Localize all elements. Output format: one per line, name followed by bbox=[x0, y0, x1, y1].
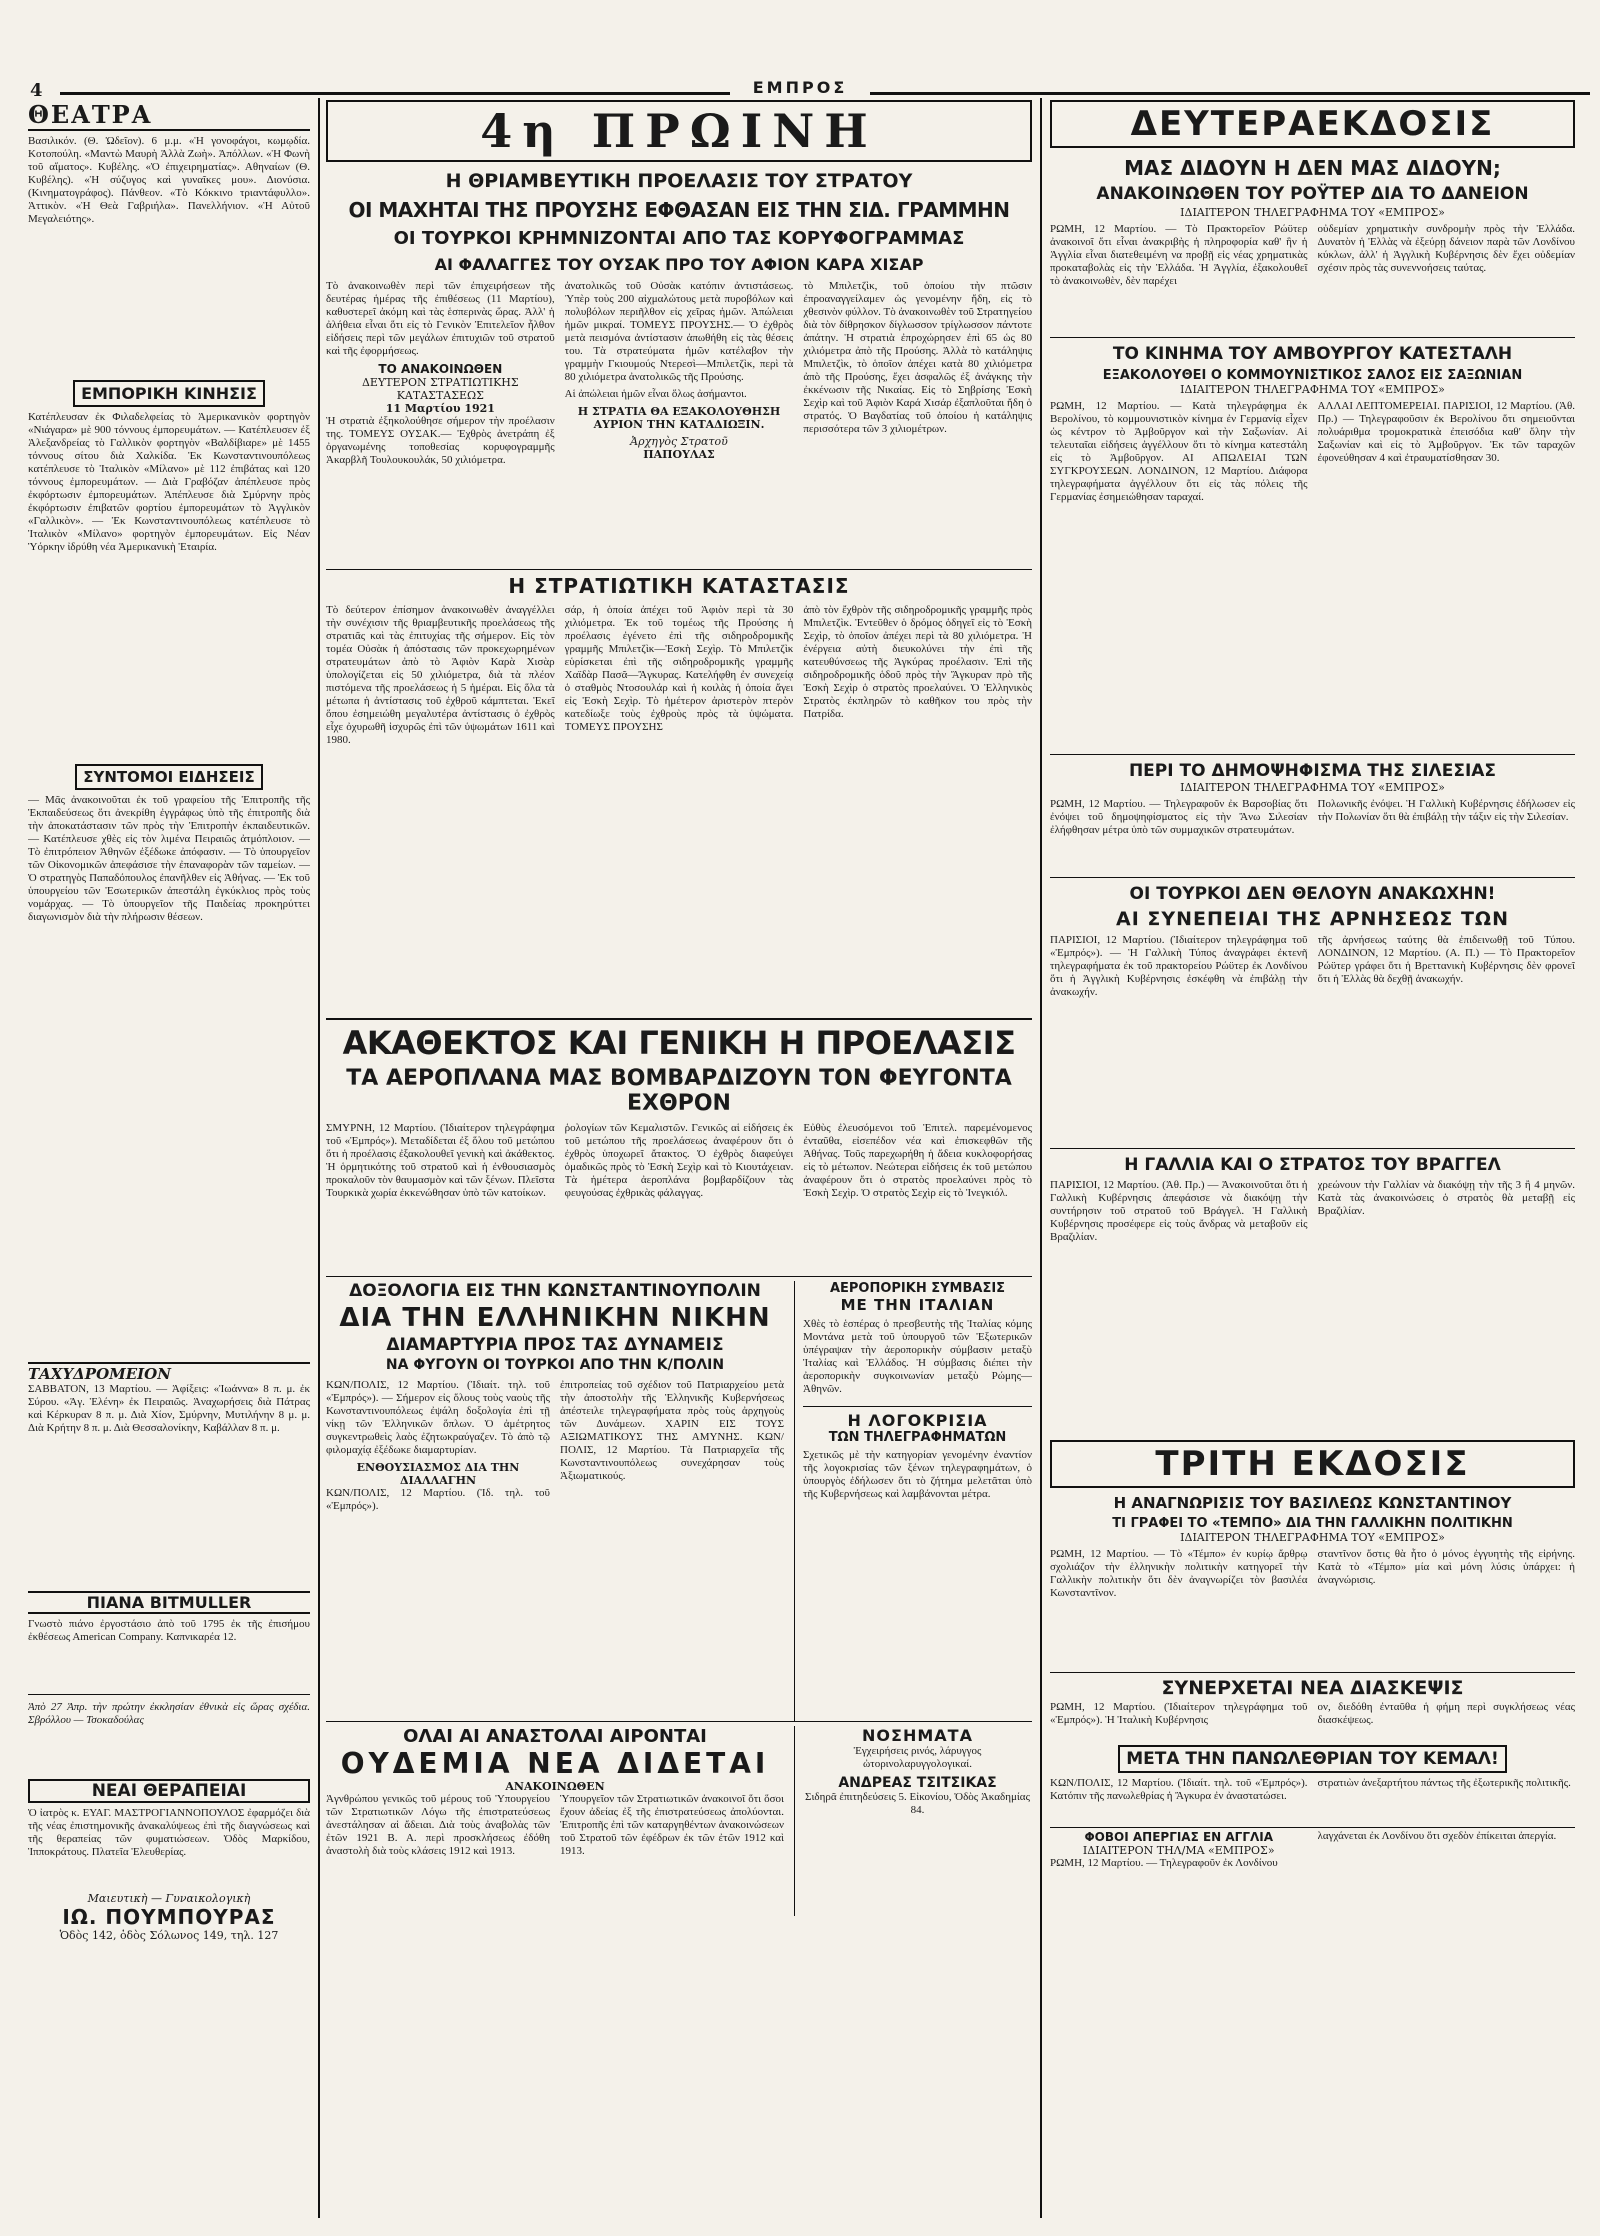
second-edition-title: ΔΕΥΤΕΡΑΕΚΔΟΣΙΣ bbox=[1130, 104, 1495, 144]
aero-headline-1: ΑΕΡΟΠΟΡΙΚΗ ΣΥΜΒΑΣΙΣ bbox=[829, 1281, 1006, 1296]
doctor-subtitle: Μαιευτικὴ — Γυναικολογικὴ bbox=[87, 1892, 251, 1905]
fourth-headline-4: ΑΙ ΦΑΛΑΓΓΕΣ ΤΟΥ ΟΥΣΑΚ ΠΡΟ ΤΟΥ ΑΦΙΟΝ ΚΑΡΑ ΧΙΣΑΡ bbox=[434, 255, 924, 274]
fourth-edition-title: 4η ΠΡΩΙΝΗ bbox=[480, 104, 878, 158]
third-headline-1: Η ΑΝΑΓΝΩΡΙΣΙΣ ΤΟΥ ΒΑΣΙΛΕΩΣ ΚΩΝΣΤΑΝΤΙΝΟΥ bbox=[1113, 1494, 1512, 1512]
piano-title: ΠΙΑΝΑ BITMULLER bbox=[86, 1593, 252, 1612]
advance-col1: ΣΜΥΡΝΗ, 12 Μαρτίου. (Ἰδιαίτερον τηλεγράφημα τοῦ «Ἐμπρός»). Μεταδίδεται ἐξ ὅλου τοῦ μετώπου ὅτι ἡ προέλασις ἐξακολουθεῖ γενικὴ καὶ ἀκάθεκτος. Ἡ ὁρμητικότης τοῦ στρατοῦ καὶ ἡ ἐνθουσιασμὸς προκαλοῦν τὸν θαυμασμὸν καὶ τῶν ξένων. Πλεῖστα Τουρκικὰ χωρία ἐκκενώθησαν ὑπὸ τῶν κατοίκων. bbox=[326, 1122, 555, 1199]
left-column bbox=[28, 100, 310, 2210]
commerce-title: ΕΜΠΟΡΙΚΗ ΚΙΝΗΣΙΣ bbox=[73, 380, 265, 407]
announcement-text: Ἡ στρατιὰ ἐξηκολούθησε σήμερον τὴν προέλασιν της. ΤΟΜΕΥΣ ΟΥΣΑΚ.— Ἐχθρὸς ἀνετράπη ἐξ ὀργανωμένης τοποθεσίας κορυφογραμμῆς Ἀκαρβλῆ Τουλουκουλάκ, 50 χιλιόμετρα. bbox=[326, 415, 555, 466]
censorship-text: Σχετικῶς μὲ τὴν κατηγορίαν γενομένην ἐναντίον τῆς λογοκρισίας τῶν ξένων τηλεγραφημάτων, ὁ ὑπουργὸς ἐδήλωσεν ὅτι τὸ ζήτημα μελετᾶται ὑπὸ τῆς Κυβερνήσεως καὶ λαμβάνονται μέτρα. bbox=[803, 1449, 1032, 1500]
third-headline-2: ΤΙ ΓΡΑΦΕΙ ΤΟ «ΤΕΜΠΟ» ΔΙΑ ΤΗΝ ΓΑΛΛΙΚΗΝ ΠΟΛΙΤΙΚΗΝ bbox=[1112, 1516, 1513, 1531]
middle-section bbox=[326, 100, 1032, 2210]
third-edition-title: ΤΡΙΤΗ ΕΚΔΟΣΙΣ bbox=[1155, 1444, 1470, 1484]
second-col1: ΡΩΜΗ, 12 Μαρτίου. — Τὸ Πρακτορεῖον Ρώϋτερ ἀνακοινοῖ ὅτι εἶναι ἀνακριβὴς ἡ πληροφορία καθ' ἣν ἡ Ἀγγλία εἶναι διατεθειμένη να προβῇ εἰς νέας χρηματικὰς προκαταβολὰς εἰς τὴν Ἑλλάδα. Ἡ Ἀγγλία, ἐξακολουθεῖ τὸ ἀνακοινωθὲν, δὲν παρέχει bbox=[1050, 223, 1308, 287]
right-section bbox=[1050, 100, 1575, 2210]
wrangel-headline: Η ΓΑΛΛΙΑ ΚΑΙ Ο ΣΤΡΑΤΟΣ ΤΟΥ ΒΡΑΓΓΕΛ bbox=[1124, 1155, 1501, 1175]
constantinople-headline-1: ΔΟΞΟΛΟΓΙΑ ΕΙΣ ΤΗΝ ΚΩΝΣΤΑΝΤΙΝΟΥΠΟΛΙΝ bbox=[349, 1281, 761, 1301]
strikes-col1: Ἀγνθρώπου γενικῶς τοῦ μέρους τοῦ Ὑπουργείου τῶν Στρατιωτικῶν Λόγω τῆς ἐπιστρατεύσεως ἀνεστάλησαν αἱ ἄδειαι. Διὰ τοὺς ἀναβολὰς τῶν ἐτῶν 1921 Β. Α. περὶ προσκλήσεως ἐδόθη ἀναστολὴ διὰ τοὺς κλάσεις 1912 καὶ 1913. bbox=[326, 1793, 550, 1857]
turks-headline-2: ΑΙ ΣΥΝΕΠΕΙΑΙ ΤΗΣ ΑΡΝΗΣΕΩΣ ΤΩΝ bbox=[1116, 908, 1509, 930]
third-telegram: ΙΔΙΑΙΤΕΡΟΝ ΤΗΛΕΓΡΑΦΗΜΑ ΤΟΥ «ΕΜΠΡΟΣ» bbox=[1180, 1531, 1445, 1544]
masthead-name: ΕΜΠΡΟΣ bbox=[730, 78, 870, 97]
post-text: ΣΑΒΒΑΤΟΝ, 13 Μαρτίου. — Ἀφίξεις: «Ἰωάννα» 8 π. μ. ἐκ Σύρου. «Ἀγ. Ἑλένη» ἐκ Πειραιῶς. Ἀναχωρήσεις διὰ Πάτρας καὶ Κέρκυραν 8 π. μ. Διὰ Χίον, Σμύρνην, Μυτιλήνην 8 μ. μ. Διὰ Κρήτην 8 π. μ. Διὰ Θεσσαλονίκην, Καβάλλαν 8 π. μ. bbox=[28, 1383, 310, 1434]
illness-doctor: ΑΝΔΡΕΑΣ ΤΣΙΤΣΙΚΑΣ bbox=[838, 1775, 997, 1791]
kemal-headline: ΜΕΤΑ ΤΗΝ ΠΑΝΩΛΕΘΡΙΑΝ ΤΟΥ ΚΕΜΑΛ! bbox=[1118, 1745, 1507, 1773]
aero-headline-2: ΜΕ ΤΗΝ ΙΤΑΛΙΑΝ bbox=[840, 1296, 995, 1314]
illness-title: ΝΟΣΗΜΑΤΑ bbox=[862, 1726, 973, 1745]
kemal-col2: στρατιὼν ἀνεξαρτήτου πάντως τῆς ἐξωτερικῆς πολιτικῆς. bbox=[1317, 1777, 1571, 1789]
fears-col1: ΡΩΜΗ, 12 Μαρτίου. — Τηλεγραφοῦν ἐκ Λονδίνου bbox=[1050, 1857, 1278, 1869]
advance-col3: Εὐθὺς ἐλευσόμενοι τοῦ Ἐπιτελ. παρεμένομενος ἐνταῦθα, εἰσεπέδον νέα καὶ ἐπισκεφθῶν τῆς Ἀθήνας. Τοῦς παρεχωρήθη ἡ ἄδεια κυκλοφορήσας εἰς τὸ μέτωπον. Νεώτεραι εἰδήσεις ἐκ τοῦ μετώπου ἀναφέρουν ὅτι ὁ στρατὸς προελαύνει πρὸς τὸ Ἐσκὴ Σεχὶρ. Ὁ στρατὸς Σεχὶρ εἰς τὸ Ἰνεγκιόλ. bbox=[803, 1122, 1032, 1199]
hamburg-col1: ΡΩΜΗ, 12 Μαρτίου. — Κατὰ τηλεγράφημα ἐκ Βερολίνου, τὸ κομμουνιστικὸν κίνημα ἐν Γερμανίᾳ εἶχεν ὡς κέντρον τὸ Ἀμβοῦργον καὶ τὴν Σαξωνίαν. Αἱ τελευταῖαι εἰδήσεις ἀγγέλλουν ὅτι τὸ κίνημα κατεστάλη εἰς τὸ Ἀμβοῦργον. ΑΙ ΑΠΩΛΕΙΑΙ ΤΩΝ ΣΥΓΚΡΟΥΣΕΩΝ. ΛΟΝΔΙΝΟΝ, 12 Μαρτίου. Διάφορα τηλεγραφήματα ἀγγέλλουν ὅτι εἰς τὰς πόλεις τῆς Γερμανίας ἐσημειώθησαν ταραχαί. bbox=[1050, 400, 1308, 503]
fears-telegram: ΙΔΙΑΙΤΕΡΟΝ ΤΗΛ/ΜΑ «ΕΜΠΡΟΣ» bbox=[1082, 1844, 1275, 1857]
military-title: Η ΣΤΡΑΤΙΩΤΙΚΗ ΚΑΤΑΣΤΑΣΙΣ bbox=[508, 574, 850, 598]
silesia-col2: Πολωνικῆς ἐνόψει. Ἡ Γαλλικὴ Κυβέρνησις ἐδήλωσεν εἰς τὴν Πολωνίαν ὅτι θὰ ἐπιβάλῃ τὴν τάξιν εἰς τὴν Σιλεσίαν. bbox=[1317, 798, 1575, 823]
fourth-col2-text: ἀνατολικῶς τοῦ Οὐσὰκ κατόπιν ἀντιστάσεως. Ὑπὲρ τοὺς 200 αἰχμαλώτους μετὰ πυροβόλων καὶ πολυβόλων περιῆλθον εἰς χεῖρας ἡμῶν. Ἀπώλειαι ἡμῶν μικραί. ΤΟΜΕΥΣ ΠΡΟΥΣΗΣ.— Ὁ ἐχθρὸς μετὰ πεισμόνα ἀντίστασιν ἀπωθήθη εἰς τὰς θέσεις του. Τὰ στρατεύματα ἡμῶν κατέλαβον τὴν γραμμὴν Γκιουμούς Ντερεσὶ—Μπιλετζὶκ, περὶ τὰ 80 χιλιόμετρα ἀνατολικῶς τῆς Προύσης. bbox=[564, 280, 794, 383]
second-headline-1: ΜΑΣ ΔΙΔΟΥΝ Η ΔΕΝ ΜΑΣ ΔΙΔΟΥΝ; bbox=[1124, 156, 1501, 180]
kemal-col1: ΚΩΝ/ΠΟΛΙΣ, 12 Μαρτίου. (Ἰδιαίτ. τηλ. τοῦ «Ἐμπρός»). Κατόπιν τῆς πανωλεθρίας ἡ Ἄγκυρα ἐν ἀναστατώσει. bbox=[1050, 1777, 1308, 1802]
wrangel-col1: ΠΑΡΙΣΙΟΙ, 12 Μαρτίου. (Ἀθ. Πρ.) — Ἀνακοινοῦται ὅτι ἡ Γαλλικὴ Κυβέρνησις ἀπεφάσισε νὰ διακόψῃ τὴν συντήρησιν τοῦ στρατοῦ τοῦ Βράγγελ. Ἡ Γαλλικὴ Κυβέρνησις προσέφερε εἰς τοὺς ἄνδρας νὰ μεταβοῦν εἰς Βραζιλίαν. bbox=[1050, 1179, 1308, 1243]
illness-address: Σιδηρᾶ ἐπιτηδεύσεις 5. Εἰκονίου, Ὁδὸς Ἀκαδημίας 84. bbox=[805, 1791, 1030, 1816]
conference-col2: ον, διεδόθη ἐνταῦθα ἡ φήμη περὶ συγκλήσεως νέας διασκέψεως. bbox=[1317, 1701, 1575, 1726]
turks-col2: τῆς ἀρνήσεως ταύτης θὰ ἐπιδεινωθῇ τοῦ Τύπου. ΛΟΝΔΙΝΟΝ, 12 Μαρτίου. (Α. Π.) — Τὸ Πρακτορεῖον Ρώϋτερ γράφει ὅτι ἡ Βρεττανικὴ Κυβέρνησις δὲν φρονεῖ ὅτι ἡ Ἑλλὰς θὰ δεχθῇ ἀνακωχήν. bbox=[1317, 934, 1575, 985]
hamburg-telegram: ΙΔΙΑΙΤΕΡΟΝ ΤΗΛΕΓΡΑΦΗΜΑ ΤΟΥ «ΕΜΠΡΟΣ» bbox=[1180, 383, 1445, 396]
news-title: ΣΥΝΤΟΜΟΙ ΕΙΔΗΣΕΙΣ bbox=[75, 764, 262, 790]
advance-col2: ῥολογίων τῶν Κεμαλιστῶν. Γενικῶς αἱ εἰδήσεις ἐκ τοῦ μετώπου τῆς προελάσεως ἀναφέρουν ὅτι ὁ ἐχθρὸς ὑποχωρεῖ ἄτακτος. Ὁ ἐχθρὸς διαφεύγει ὁμαδικῶς πρὸς τὸ Ἐσκὴ Σεχὶρ καὶ τὸ Κιουτάχειαν. Τὰ ἡμέτερα ἀεροπλάνα βομβαρδίζουν τὰς φευγούσας ἐχθρικὰς φάλαγγας. bbox=[564, 1122, 794, 1199]
conference-headline: ΣΥΝΕΡΧΕΤΑΙ ΝΕΑ ΔΙΑΣΚΕΨΙΣ bbox=[1161, 1677, 1464, 1699]
wrangel-col2: χρεώνουν τὴν Γαλλίαν νὰ διακόψῃ τὴν τῆς 3 ἢ 4 μηνῶν. Κατὰ τὰς ἀνακοινώσεις ὁ στρατὸς θὰ μεταβῇ εἰς Βραζιλίαν. bbox=[1317, 1179, 1575, 1217]
announcement-date: 11 Μαρτίου 1921 bbox=[385, 402, 495, 415]
ad-text: Ἀπὸ 27 Ἀπρ. τὴν πρώτην ἐκκλησίαν ἐθνικὰ εἰς ὥρας σχέδια. Σβρόλλου — Τσοκαδούλας bbox=[28, 1694, 310, 1771]
strikes-col2: Ὑπουργεῖον τῶν Στρατιωτικῶν ἀνακοινοῖ ὅτι ὅσοι ἔχουν ἀδείας ἐξ τῆς ἐπιστρατεύσεως ἀπολύονται. Ἐπιτροπῆς ἐπὶ τῶν καταργηθέντων ἀνακοινώσεων τοῦ Στρατοῦ τῶν ἐφέδρων ἐκ τῶν ἐτῶν 1912 καὶ 1913. bbox=[560, 1793, 784, 1857]
hamburg-col2: ΑΛΛΑΙ ΛΕΠΤΟΜΕΡΕΙΑΙ. ΠΑΡΙΣΙΟΙ, 12 Μαρτίου. (Ἀθ. Πρ.) — Τηλεγραφοῦσιν ἐκ Βερολίνου ὅτι σημειοῦνται πολυάριθμα τρομοκρατικὰ ἐπεισόδια καθ' ὅλην τὴν Σαξωνίαν καὶ εἰς τὸ Ἀμβοῦργον. Ἐκ τῶν ταραχῶν ἐφονεύθησαν 4 καὶ ἐτραυματίσθησαν 30. bbox=[1317, 400, 1575, 464]
signature-title: Ἀρχηγὸς Στρατοῦ bbox=[630, 435, 728, 448]
fourth-col2b-text: Αἱ ἀπώλειαι ἡμῶν εἶναι ὅλως ἀσήμαντοι. bbox=[564, 388, 747, 400]
constantinople-col2: ἐπιτροπείας τοῦ σχέδιον τοῦ Πατριαρχείου μετὰ τὴν ἀποστολὴν τῆς Ἑλληνικῆς Κυβερνήσεως ἀπέστειλε τηλεγραφήματα πρὸς τοὺς ἀρχηγοὺς τῶν Δυνάμεων. ΧΑΡΙΝ ΕΙΣ ΤΟΥΣ ΑΞΙΩΜΑΤΙΚΟΥΣ ΤΗΣ ΑΜΥΝΗΣ. ΚΩΝ/ΠΟΛΙΣ, 12 Μαρτίου. Τὰ Πατριαρχεῖα τῆς Κωνσταντινουπόλεως συνεχάρησαν τοὺς Ἀξιωματικούς. bbox=[560, 1379, 784, 1482]
second-headline-2: ΑΝΑΚΟΙΝΩΘΕΝ ΤΟΥ ΡΟΫΤΕΡ ΔΙΑ ΤΟ ΔΑΝΕΙΟΝ bbox=[1096, 184, 1529, 204]
fourth-headline-3: ΟΙ ΤΟΥΡΚΟΙ ΚΡΗΜΝΙΖΟΝΤΑΙ ΑΠΟ ΤΑΣ ΚΟΡΥΦΟΓΡΑΜΜΑΣ bbox=[393, 228, 965, 249]
military-col2: σάρ, ἡ ὁποία ἀπέχει τοῦ Ἀφιὸν περὶ τὰ 30 χιλιόμετρα. Ἐκ τοῦ τομέως τῆς Προύσης ἡ προέλασις ἐγένετο ἐπὶ τῆς σιδηροδρομικῆς γραμμῆς Μπιλετζὶκ—Ἐσκὴ Σεχὶρ. Τὸ Μπιλετζὶκ εὑρίσκεται ἐπὶ τῆς σιδηροδρομικῆς γραμμῆς Χαϊδὰρ Πασᾶ—Ἄγκυρας. Κατελήφθη ἐν συνεχείᾳ ὁ σταθμὸς Ντοσουλάρ καὶ ἡ κοιλὰς ἡ ὁποία ἄγει εἰς Ἐσκὴ Σεχὶρ. Τὸ ἡμέτερον ἀριστερὸν πτερὸν κατεδίωξε τοὺς ἐχθροὺς πρὸς τὰ ὑψώματα. ΤΟΜΕΥΣ ΠΡΟΥΣΗΣ bbox=[564, 604, 794, 733]
censorship-headline-2: ΤΩΝ ΤΗΛΕΓΡΑΦΗΜΑΤΩΝ bbox=[828, 1430, 1007, 1445]
post-title: ΤΑΧΥΔΡΟΜΕΙΟΝ bbox=[28, 1365, 171, 1383]
fourth-col1-text: Τὸ ἀνακοινωθὲν περὶ τῶν ἐπιχειρήσεων τῆς δευτέρας ἡμέρας τῆς ἐπιθέσεως (11 Μαρτίου), καθυστερεῖ ἀκόμη καὶ τὰς ἑσπερινὰς ὥρας. Ἀλλ' ἡ ἀλήθεια εἶναι ὅτι εἰς τὸ Γενικὸν Ἐπιτελεῖον ἦλθον εἰδήσεις περὶ τῶν μεγάλων ἐπιτυχιῶν τοῦ στρατοῦ καὶ τῆς ἐφορμήσεως. bbox=[326, 280, 555, 357]
third-col1: ΡΩΜΗ, 12 Μαρτίου. — Τὸ «Τέμπο» ἐν κυρίῳ ἄρθρῳ σχολιάζον τὴν ἑλληνικὴν πολιτικὴν κατηγορεῖ τὴν Γαλλικὴν πολιτικὴν ὅτι δὲν ἀναγνωρίζει τὸν βασιλέα Κωνσταντῖνον. bbox=[1050, 1548, 1308, 1599]
piano-text: Γνωστὸ πιάνο ἐργοστάσιο ἀπὸ τοῦ 1795 ἐκ τῆς ἐπισήμου ἐκθέσεως Αmerican Company. Καπνικαρέα 12. bbox=[28, 1618, 310, 1643]
third-col2: σταντῖνον ὅστις θὰ ἦτο ὁ μόνος ἐγγυητὴς τῆς εἰρήνης. Κατὰ τὸ «Τέμπο» μία καὶ μόνη λύσις ὑπάρχει: ἡ ἀναγνώρισις. bbox=[1317, 1548, 1575, 1586]
announcement-title: ΤΟ ΑΝΑΚΟΙΝΩΘΕΝ bbox=[378, 362, 503, 376]
strikes-headline-2: ΟΥΔΕΜΙΑ ΝΕΑ ΔΙΔΕΤΑΙ bbox=[340, 1747, 770, 1780]
silesia-headline: ΠΕΡΙ ΤΟ ΔΗΜΟΨΗΦΙΣΜΑ ΤΗΣ ΣΙΛΕΣΙΑΣ bbox=[1128, 761, 1497, 781]
therapies-title: ΝΕΑΙ ΘΕΡΑΠΕΙΑΙ bbox=[91, 1781, 247, 1801]
constantinople-col1b: ΚΩΝ/ΠΟΛΙΣ, 12 Μαρτίου. (Ἰδ. τηλ. τοῦ «Ἐμπρός»). bbox=[326, 1487, 550, 1512]
silesia-col1: ΡΩΜΗ, 12 Μαρτίου. — Τηλεγραφοῦν ἐκ Βαρσοβίας ὅτι ἐνόψει τοῦ δημοψηφίσματος εἰς τὴν Ἄνω Σιλεσίαν ἐλήφθησαν μέτρα ὑπὸ τῶν συμμαχικῶν στρατευμάτων. bbox=[1050, 798, 1308, 836]
hamburg-headline-1: ΤΟ ΚΙΝΗΜΑ ΤΟΥ ΑΜΒΟΥΡΓΟΥ ΚΑΤΕΣΤΑΛΗ bbox=[1112, 344, 1513, 364]
signature-name: ΠΑΠΟΥΛΑΣ bbox=[643, 448, 715, 461]
conference-col1: ΡΩΜΗ, 12 Μαρτίου. (Ἰδιαίτερον τηλεγράφημα τοῦ «Ἐμπρός»). Ἡ Ἰταλικὴ Κυβέρνησις bbox=[1050, 1701, 1308, 1726]
military-col1: Τὸ δεύτερον ἐπίσημον ἀνακοινωθὲν ἀναγγέλλει τὴν συνέχισιν τῆς θριαμβευτικῆς προελάσεως τῆς στρατιᾶς καὶ τὰς ἐπιτυχίας τῆς σήμερον. Εἰς τὸν τομέα Οὐσὰκ ἡ ἀπόστασις τῶν προκεχωρημένων στρατευμάτων ἀπὸ τὸ Ἀφιὸν Καρὰ Χισὰρ ὑπολογίζεται εἰς 50 χιλιόμετρα, διὰ τὰ πλέον πιστόμενα τῆς προελάσεως ἡ 5 ἡμέραι. Εἰς ὅλα τὰ μέτωπα ἡ ἀντίστασις τοῦ ἐχθροῦ κάμπτεται. Ἐκεῖ ὅπου ἐσημειώθη μεγαλυτέρα ἀντίστασις ὁ ἐχθρὸς εἶχε ὀχυρωθῆ ἰσχυρῶς ἐπὶ τῶν ὑψωμάτων 1611 καὶ 1980. bbox=[326, 604, 555, 746]
strikes-subtitle: ΑΝΑΚΟΙΝΩΘΕΝ bbox=[505, 1780, 605, 1793]
fourth-headline-1: Η ΘΡΙΑΜΒΕΥΤΙΚΗ ΠΡΟΕΛΑΣΙΣ ΤΟΥ ΣΤΡΑΤΟΥ bbox=[445, 170, 913, 192]
military-col3: ἀπὸ τὸν ἔχθρὸν τῆς σιδηροδρομικῆς γραμμῆς πρὸς Μπιλετζὶκ. Ἐντεῦθεν ὁ δρόμος ὁδηγεῖ εἰς τὸ Ἐσκὴ Σεχὶρ, τὸ ὁποῖον ἀπέχει περὶ τὰ 80 χιλιόμετρα. Ἡ ἐνέργεια αὐτὴ διευκολύνει τὴν ἐπὶ τῆς κατευθύνσεως τῆς Ἀγκύρας προέλασιν. Ἐπὶ τῆς σιδηροδρομικῆς ὁδοῦ πρὸς τὴν Ἄγκυραν πρὸ τῆς Ἐσκὴ Σεχὶρ ὁ στρατὸς προελαύνει. Ὁ Ἑλληνικὸς Στρατὸς ἐκπληρῶν τὸ καθῆκον του πρὸς τὴν Πατρίδα. bbox=[803, 604, 1032, 720]
illness-text: Ἐγχειρήσεις ρινός, λάρυγγος ὠτορινολαρυγγολογικαί. bbox=[853, 1745, 982, 1770]
fourth-headline-2: ΟΙ ΜΑΧΗΤΑΙ ΤΗΣ ΠΡΟΥΣΗΣ ΕΦΘΑΣΑΝ ΕΙΣ ΤΗΝ ΣΙΔ. ΓΡΑΜΜΗΝ bbox=[348, 198, 1010, 222]
fourth-col2c-text: Η ΣΤΡΑΤΙΑ ΘΑ ΕΞΑΚΟΛΟΥΘΗΣΗ ΑΥΡΙΟΝ ΤΗΝ ΚΑΤΑΔΙΩΞΙΝ. bbox=[577, 405, 781, 431]
theatres-title: ΘΕΑΤΡΑ bbox=[28, 100, 310, 131]
second-col2: οὐδεμίαν χρηματικὴν συνδρομὴν πρὸς τὴν Ἑλλάδα. Δυνατὸν ἡ Ἑλλὰς νὰ ἐξεύρῃ δάνειον παρὰ τῶν Λονδίνου κύκλων, ἀλλ' ἡ Ἀγγλικὴ Κυβέρνησις δὲν ἔχει οὐδεμίαν σχέσιν πρὸς τὰς συνεννοήσεις ταύτας. bbox=[1317, 223, 1575, 274]
constantinople-headline-2: ΔΙΑ ΤΗΝ ΕΛΛΗΝΙΚΗΝ ΝΙΚΗΝ bbox=[339, 1303, 771, 1333]
theatres-text: Βασιλικόν. (Θ. Ὠδεῖον). 6 μ.μ. «Ἡ γονοφάγοι, κωμῳδία. Κοτοπούλη. «Μαντὼ Μαυρὴ Ἀλλὰ Ζωὴ». Ἀπόλλων. «Ἡ Φωνὴ τοῦ αἵματος». Κυβέλης. «Ὁ ἐπιχειρηματίας». Αθηναίων (Θ. Κυβέλης). «Ἡ σύζυγος καὶ γυναῖκες μου». Διονύσια. (Κινηματογράφος). Πάνθεον. «Τὸ Κόκκινο τριαντάφυλλο». Ἀττικὸν. «Ἡ Θεὰ Γαβριήλα». Πανελλήνιον. «Ἡ Αὐτοῦ Μεγαλειότης». bbox=[28, 135, 310, 225]
fourth-col3-text: τὸ Μπιλετζὶκ, τοῦ ὁποίου τὴν πτῶσιν ἐπροαναγγείλαμεν ὡς γενομένην ἤδη, εἰς τὸ χθεσινὸν φύλλον. Τὸ ἀνακοινωθὲν τοῦ Στρατηγείου διὰ τὸν δίθρησκον δίγλωσσον τρίγλωσσον πάντοτε ἀπάτην. Ἡ στρατιὰ ἐπροχώρησεν ἐπὶ 65 ὡς 80 χιλιόμετρα ἀπὸ τῆς Προύσης. Ἀλλὰ τὸ κατάληψις Μπιλετζὶκ, τὸ ὁποῖον ἀπέχει κατὰ 80 χιλιόμετρα ἀπὸ τῆς Προύσης, ἔχει ἀσφαλῶς ἐξ ἀνάγκης τὴν ἐκκένωσιν τῆς Νικαίας. Εἰς τὸ Σηβρίσης Ἐσκὴ Σεχὶρ καὶ τοῦ Ἀφιὸν Καρά Χισάρ ἐξαπλοῦται ἤδη ὁ στρατός. Ὁ Βαγδατίας τοῦ ὁποίου ἡ κατάληψις περισσότερα τῶν 3 χιλιομέτρων. bbox=[803, 280, 1032, 435]
constantinople-headline-3: ΔΙΑΜΑΡΤΥΡΙΑ ΠΡΟΣ ΤΑΣ ΔΥΝΑΜΕΙΣ bbox=[386, 1335, 724, 1355]
commerce-text: Κατέπλευσαν ἐκ Φιλαδελφείας τὸ Ἀμερικανικὸν φορτηγὸν «Νιάγαρα» μὲ 900 τόννους ἐμπορευμάτων. — Κατέπλευσεν ἐξ Ἀλεξανδρείας τὸ Γαλλικὸν φορτηγὸν «Βαλδίβιαρε» μὲ 1455 τόννους σίτου διὰ Χαλκίδα. Ἐκ Κωνσταντινουπόλεως κατέπλευσε τὸ Ἰταλικὸν «Μίλανο» μὲ 112 ἐπιβάτας καὶ 120 τόννους ἐμπορευμάτων. — Διὰ Γραβόζαν ἀπέπλευσε πρὸς ἐκφόρτωσιν ἐμπορευμάτων. Ἀπέπλευσε διὰ Σμύρνην πρὸς ἐκφόρτωσιν ἐπιβατῶν φορτίου ἐμπορευμάτων τὸ Ἀγγλικὸν «Γαλλικὸν». — Ἐκ Κωνσταντινουπόλεως κατέπλευσε τὸ Ἰταλικὸν «Μίλανο» φορτηγὸν ἐμπορευμάτων. Εἰς Νέαν Ὑόρκην ἰδρύθη νέα Ἀμερικανικὴ Ἑταιρία. bbox=[28, 411, 310, 553]
announcement-subtitle: ΔΕΥΤΕΡΟΝ ΣΤΡΑΤΙΩΤΙΚΗΣ ΚΑΤΑΣΤΑΣΕΩΣ bbox=[361, 376, 519, 402]
turks-headline-1: ΟΙ ΤΟΥΡΚΟΙ ΔΕΝ ΘΕΛΟΥΝ ΑΝΑΚΩΧΗΝ! bbox=[1129, 884, 1496, 904]
news-text: — Μᾶς ἀνακοινοῦται ἐκ τοῦ γραφείου τῆς Ἐπιτροπῆς τῆς Ἐκπαιδεύσεως ὅτι ἀνεκρίθη ἐγγράφως ὑπὸ τῆς ἐπιτροπῆς διὰ τὴν ἀποκατάστασιν τῶν πρὸς τὴν Ἐπιτροπὴν ἐκπαιδευτικῶν. — Κατέπλευσε χθὲς εἰς τὸν λιμένα Πειραιῶς ἀτμόπλοιον. — Τὸ ἐπιτρόπειον Ἀθηνῶν ἐξέδωκε ἀπόφασιν. — Τὸ ὑπουργεῖον τῶν Οἰκονομικῶν ἀπεφάσισε τὴν ἐπαναφορὰν τῶν ταμείων. — Ὁ στρατηγὸς Παπαδόπουλος ἐπανῆλθεν εἰς Ἀθήνας. — Ἐκ τοῦ ὑπουργείου τῶν Ἐσωτερικῶν ἀπεστάλη ἐγκύκλιος πρὸς τοὺς νομάρχας. — Τὸ ὑπουργεῖον τῆς Παιδείας προκηρύττει διαγωνισμὸν διὰ τὴν πλήρωσιν θέσεων. bbox=[28, 794, 310, 923]
doctor-address: Ὁδὸς 142, ὁδὸς Σόλωνος 149, τηλ. 127 bbox=[59, 1929, 279, 1942]
second-telegram: ΙΔΙΑΙΤΕΡΟΝ ΤΗΛΕΓΡΑΦΗΜΑ ΤΟΥ «ΕΜΠΡΟΣ» bbox=[1180, 206, 1445, 219]
aero-text: Χθὲς τὸ ἑσπέρας ὁ πρεσβευτὴς τῆς Ἰταλίας κόμης Μοντάνα μετὰ τοῦ ὑπουργοῦ τῶν Ἐξωτερικῶν ὑπέγραψαν τὴν ἀεροπορικὴν σύμβασιν μεταξὺ Ἰταλίας καὶ Ἑλλάδος. Ἡ σύμβασις διέπει τὴν ἀεροπορικὴν συγκοινωνίαν μεταξὺ Ρώμης—Ἀθηνῶν. bbox=[803, 1318, 1032, 1395]
advance-headline-2: ΤΑ ΑΕΡΟΠΛΑΝΑ ΜΑΣ ΒΟΜΒΑΡΔΙΖΟΥΝ ΤΟΝ ΦΕΥΓΟΝΤΑ ΕΧΘΡΟΝ bbox=[346, 1066, 1012, 1116]
constantinople-col1: ΚΩΝ/ΠΟΛΙΣ, 12 Μαρτίου. (Ἰδιαίτ. τηλ. τοῦ «Ἐμπρός»). — Σήμερον εἰς ὅλους τοὺς ναοὺς τῆς Κωνσταντινουπόλεως ἐψάλη δοξολογία ἐπὶ τῇ νίκῃ τῶν Ἑλληνικῶν ὅπλων. Ὁ ἀμέτρητος συγκεντρωθεὶς λαὸς ἐζητωκραύγαζεν. Τὸ ἀπὸ τῷ φιλομαχίᾳ ἐξέδωκε διαμαρτυρίαν. bbox=[326, 1379, 550, 1456]
enthusiasm-title: ΕΝΘΟΥΣΙΑΣΜΟΣ ΔΙΑ ΤΗΝ ΔΙΑΛΛΑΓΗΝ bbox=[356, 1461, 520, 1487]
page-number: 4 bbox=[30, 80, 43, 101]
fears-headline: ΦΟΒΟΙ ΑΠΕΡΓΙΑΣ ΕΝ ΑΓΓΛΙΑ bbox=[1084, 1830, 1274, 1844]
column-rule bbox=[318, 98, 320, 2218]
advance-headline-1: ΑΚΑΘΕΚΤΟΣ ΚΑΙ ΓΕΝΙΚΗ Η ΠΡΟΕΛΑΣΙΣ bbox=[342, 1024, 1016, 1062]
turks-col1: ΠΑΡΙΣΙΟΙ, 12 Μαρτίου. (Ἰδιαίτερον τηλεγράφημα τοῦ «Ἐμπρός»). — Ἡ Γαλλικὴ Τύπος ἀναγράφει ἐκτενῆ τηλεγραφήματα ἐκ τοῦ πρακτορείου Ρώϋτερ ἐκ Λονδίνου ὅτι ἡ Ἀγγλικὴ Κυβέρνησις ἐσκέφθη νὰ ἐπιβάλῃ τὴν ἀνακωχήν. bbox=[1050, 934, 1308, 998]
fears-col2: λαγχάνεται ἐκ Λονδίνου ὅτι σχεδὸν ἐπίκειται ἀπεργία. bbox=[1317, 1830, 1557, 1842]
strikes-headline-1: ΟΛΑΙ ΑΙ ΑΝΑΣΤΟΛΑΙ ΑΙΡΟΝΤΑΙ bbox=[403, 1726, 707, 1747]
hamburg-headline-2: ΕΞΑΚΟΛΟΥΘΕΙ Ο ΚΟΜΜΟΥΝΙΣΤΙΚΟΣ ΣΑΛΟΣ ΕΙΣ ΣΑΞΩΝΙΑΝ bbox=[1102, 368, 1523, 383]
doctor-name: ΙΩ. ΠΟΥΜΠΟΥΡΑΣ bbox=[62, 1905, 276, 1929]
constantinople-headline-4: ΝΑ ΦΥΓΟΥΝ ΟΙ ΤΟΥΡΚΟΙ ΑΠΟ ΤΗΝ Κ/ΠΟΛΙΝ bbox=[385, 1357, 725, 1373]
censorship-headline-1: Η ΛΟΓΟΚΡΙΣΙΑ bbox=[803, 1406, 1032, 1430]
silesia-telegram: ΙΔΙΑΙΤΕΡΟΝ ΤΗΛΕΓΡΑΦΗΜΑ ΤΟΥ «ΕΜΠΡΟΣ» bbox=[1180, 781, 1445, 794]
column-rule bbox=[1040, 98, 1042, 2218]
therapies-text: Ὁ ἰατρὸς κ. ΕΥΑΓ. ΜΑΣΤΡΟΓΙΑΝΝΟΠΟΥΛΟΣ ἐφαρμόζει διὰ τῆς νέας ἐπιστημονικῆς ἀνακαλύψεως ἐπὶ τῆς διαγνώσεως καὶ τῆς θεραπείας τῶν φυματιώσεων. Ὁδὸς Μαρκίδου, Ἱπποκράτους. Πλατεῖα Ἐλευθερίας. bbox=[28, 1807, 310, 1858]
